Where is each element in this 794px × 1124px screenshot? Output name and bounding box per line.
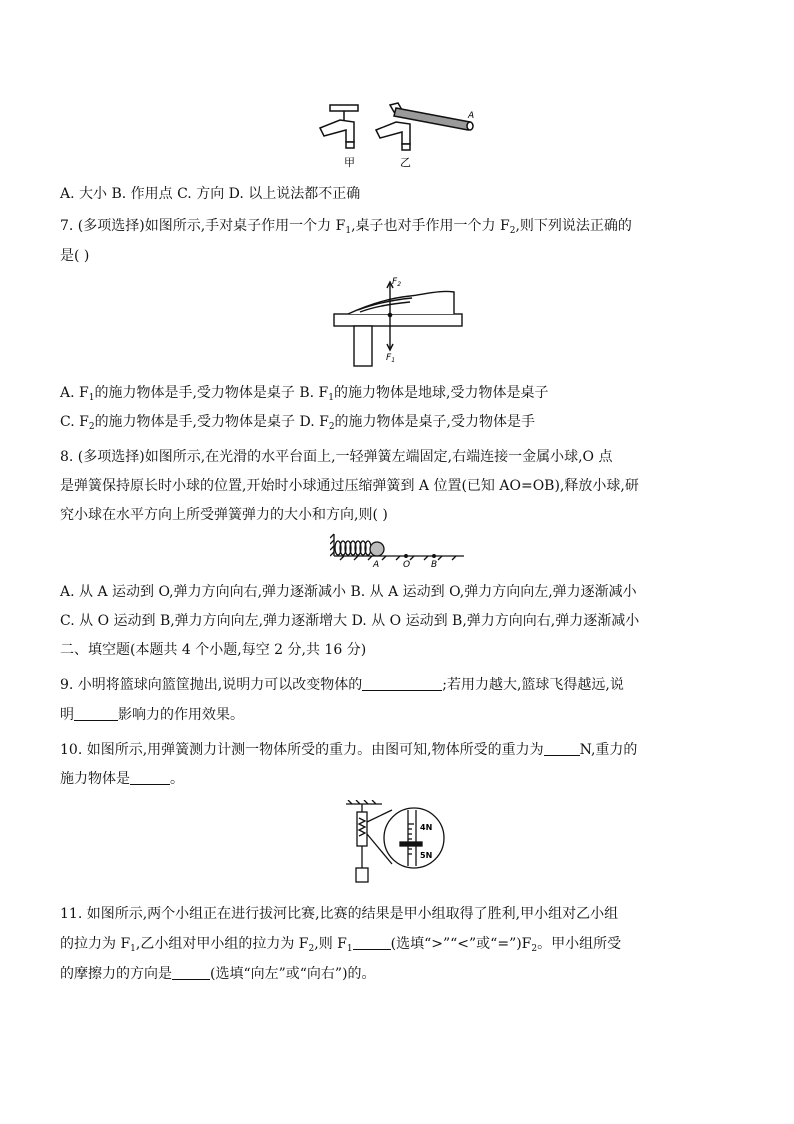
q9-line1: 9. 小明将篮球向篮筐抛出,说明力可以改变物体的 ;若用力越大,篮球飞得越远,说 bbox=[60, 677, 624, 693]
q6-options: A. 大小 B. 作用点 C. 方向 D. 以上说法都不正确 bbox=[60, 186, 361, 202]
q11-blank-1[interactable] bbox=[353, 935, 391, 950]
label-A: A bbox=[373, 560, 380, 568]
q8-stem-line3: 究小球在水平方向上所受弹簧弹力的大小和方向,则( ) bbox=[60, 507, 388, 523]
label-O: O bbox=[403, 560, 411, 568]
q8-options-cd: C. 从 O 运动到 B,弹力方向向左,弹力逐渐增大 D. 从 O 运动到 B,弹力方向向右,弹力逐渐减小 bbox=[60, 613, 640, 629]
faucet-figure bbox=[310, 100, 490, 170]
q9-blank-2[interactable] bbox=[74, 706, 118, 721]
q11-line3: 的摩擦力的方向是 (选填“向左”或“向右”)的。 bbox=[60, 966, 376, 982]
q7-stem-line2: 是( ) bbox=[60, 248, 90, 264]
q8-options-ab: A. 从 A 运动到 O,弹力方向向右,弹力逐渐减小 B. 从 A 运动到 O,弹力方向向左,弹力逐渐减小 bbox=[60, 584, 637, 600]
q7-options-ab: A. $F_1$的施力物体是手,受力物体是桌子 B. $F_1$的施力物体是地球,受力物体是桌子 bbox=[60, 385, 549, 403]
q11-blank-2[interactable] bbox=[172, 965, 210, 980]
q10-blank-2[interactable] bbox=[130, 770, 170, 785]
q11-line1: 11. 如图所示,两个小组正在进行拔河比赛,比赛的结果是甲小组取得了胜利,甲小组对乙小组 bbox=[60, 906, 619, 922]
q7-options-cd: C. $F_2$的施力物体是手,受力物体是桌子 D. $F_2$的施力物体是桌子,受力物体是手 bbox=[60, 414, 535, 432]
q11-line2: 的拉力为 $F_1$,乙小组对甲小组的拉力为 $F_2$,则 $F_1$ (选填“>”“<”或“$=”)F_2$。甲小组所受 bbox=[60, 936, 622, 954]
q9-blank-1[interactable] bbox=[362, 676, 442, 691]
faucet-yi bbox=[376, 103, 473, 150]
faucet-jia bbox=[320, 105, 358, 148]
q10-line2: 施力物体是 。 bbox=[60, 771, 184, 787]
label-yi: 乙 bbox=[400, 156, 411, 169]
label-5N: 5N bbox=[420, 851, 433, 860]
q7-stem-line1: 7. (多项选择)如图所示,手对桌子作用一个力 $F_1$,桌子也对手作用一个力 $F_2$,则下列说法正确的 bbox=[60, 218, 632, 236]
hand-table-figure bbox=[330, 274, 470, 370]
spring-ball-figure bbox=[330, 530, 470, 568]
label-F2: $F_2$ bbox=[392, 277, 402, 288]
q9-line2: 明 影响力的作用效果。 bbox=[60, 707, 244, 723]
label-F1: $F_1$ bbox=[386, 353, 396, 364]
label-4N: 4N bbox=[420, 823, 433, 832]
q10-line1: 10. 如图所示,用弹簧测力计测一物体所受的重力。由图可知,物体所受的重力为 N,重力的 bbox=[60, 742, 638, 758]
section2-title: 二、填空题(本题共 4 个小题,每空 2 分,共 16 分) bbox=[60, 642, 367, 658]
q10-blank-1[interactable] bbox=[544, 741, 580, 756]
label-A: A bbox=[468, 111, 475, 121]
q8-stem-line1: 8. (多项选择)如图所示,在光滑的水平台面上,一轻弹簧左端固定,右端连接一金属小球,O 点 bbox=[60, 449, 613, 465]
spring-scale-figure bbox=[342, 800, 452, 888]
label-B: B bbox=[431, 560, 438, 568]
q8-stem-line2: 是弹簧保持原长时小球的位置,开始时小球通过压缩弹簧到 A 位置(已知 AO=OB),释放小球,研 bbox=[60, 478, 639, 494]
label-jia: 甲 bbox=[344, 156, 355, 169]
